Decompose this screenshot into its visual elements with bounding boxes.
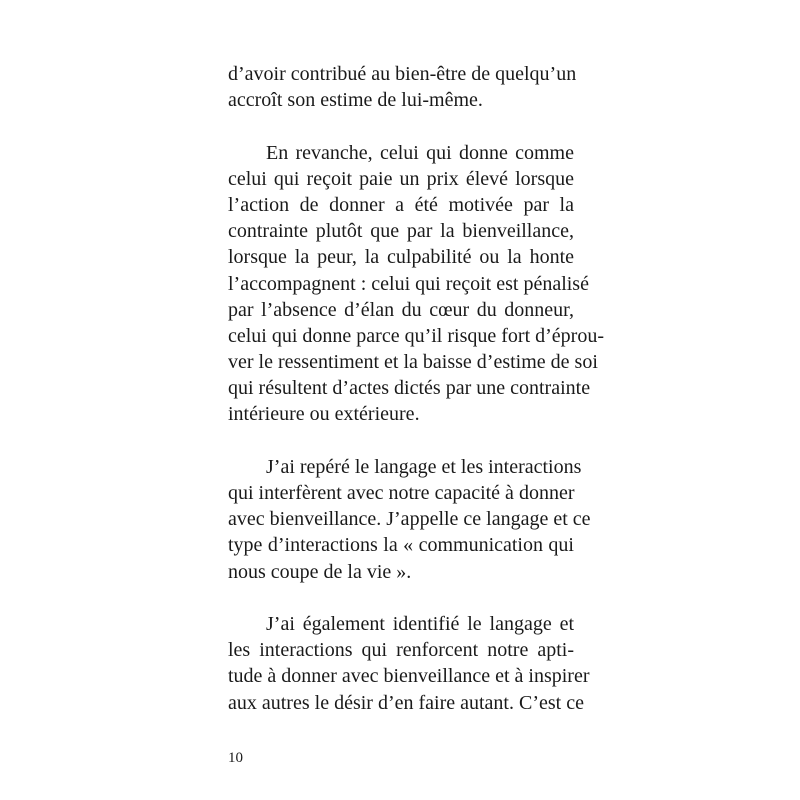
paragraph-gap <box>228 428 574 454</box>
paragraph-2-line-11: intérieure ou extérieure. <box>228 403 420 426</box>
paragraph-3-line-1: J’ai repéré le langage et les interactions <box>266 455 582 478</box>
paragraph-2-line-3: l’action de donner a été motivée par la <box>228 193 574 216</box>
page-number: 10 <box>228 750 243 766</box>
paragraph-3-line-4: type d’interactions la « communication qui <box>228 534 574 557</box>
paragraph-2-line-9: ver le ressentiment et la baisse d’estime de soi <box>228 351 598 374</box>
paragraph-4-line-3: tude à donner avec bienveillance et à inspirer <box>228 665 590 688</box>
paragraph-2-line-7: par l’absence d’élan du cœur du donneur, <box>228 298 574 321</box>
paragraph-2-line-5: lorsque la peur, la culpabilité ou la honte <box>228 246 574 269</box>
paragraph-1-line-1: d’avoir contribué au bien-être de quelqu’un <box>228 63 577 85</box>
paragraph-2-line-4: contrainte plutôt que par la bienveillance, <box>228 220 574 243</box>
paragraph-4-line-2: les interactions qui renforcent notre apti- <box>228 639 574 662</box>
paragraph-2-line-8: celui qui donne parce qu’il risque fort d’éprou- <box>228 324 604 347</box>
paragraph-4-line-4: aux autres le désir d’en faire autant. C’est ce <box>228 691 584 714</box>
paragraph-4-line-1: J’ai également identifié le langage et <box>266 612 574 635</box>
paragraph-1-line-2: accroît son estime de lui-même. <box>228 89 483 112</box>
paragraph-2-line-6: l’accompagnent : celui qui reçoit est pénalisé <box>228 272 589 295</box>
paragraph-gap <box>228 585 574 611</box>
paragraph-2-line-10: qui résultent d’actes dictés par une contrainte <box>228 377 591 400</box>
body-text <box>228 61 604 716</box>
paragraph-3-line-2: qui interfèrent avec notre capacité à donner <box>228 482 575 504</box>
paragraph-3-line-3: avec bienveillance. J’appelle ce langage et ce <box>228 508 591 531</box>
paragraph-2-line-1: En revanche, celui qui donne comme <box>266 141 574 164</box>
paragraph-gap <box>228 113 574 139</box>
paragraph-2-line-2: celui qui reçoit paie un prix élevé lorsque <box>228 167 574 190</box>
paragraph-3-line-5: nous coupe de la vie ». <box>228 560 412 583</box>
